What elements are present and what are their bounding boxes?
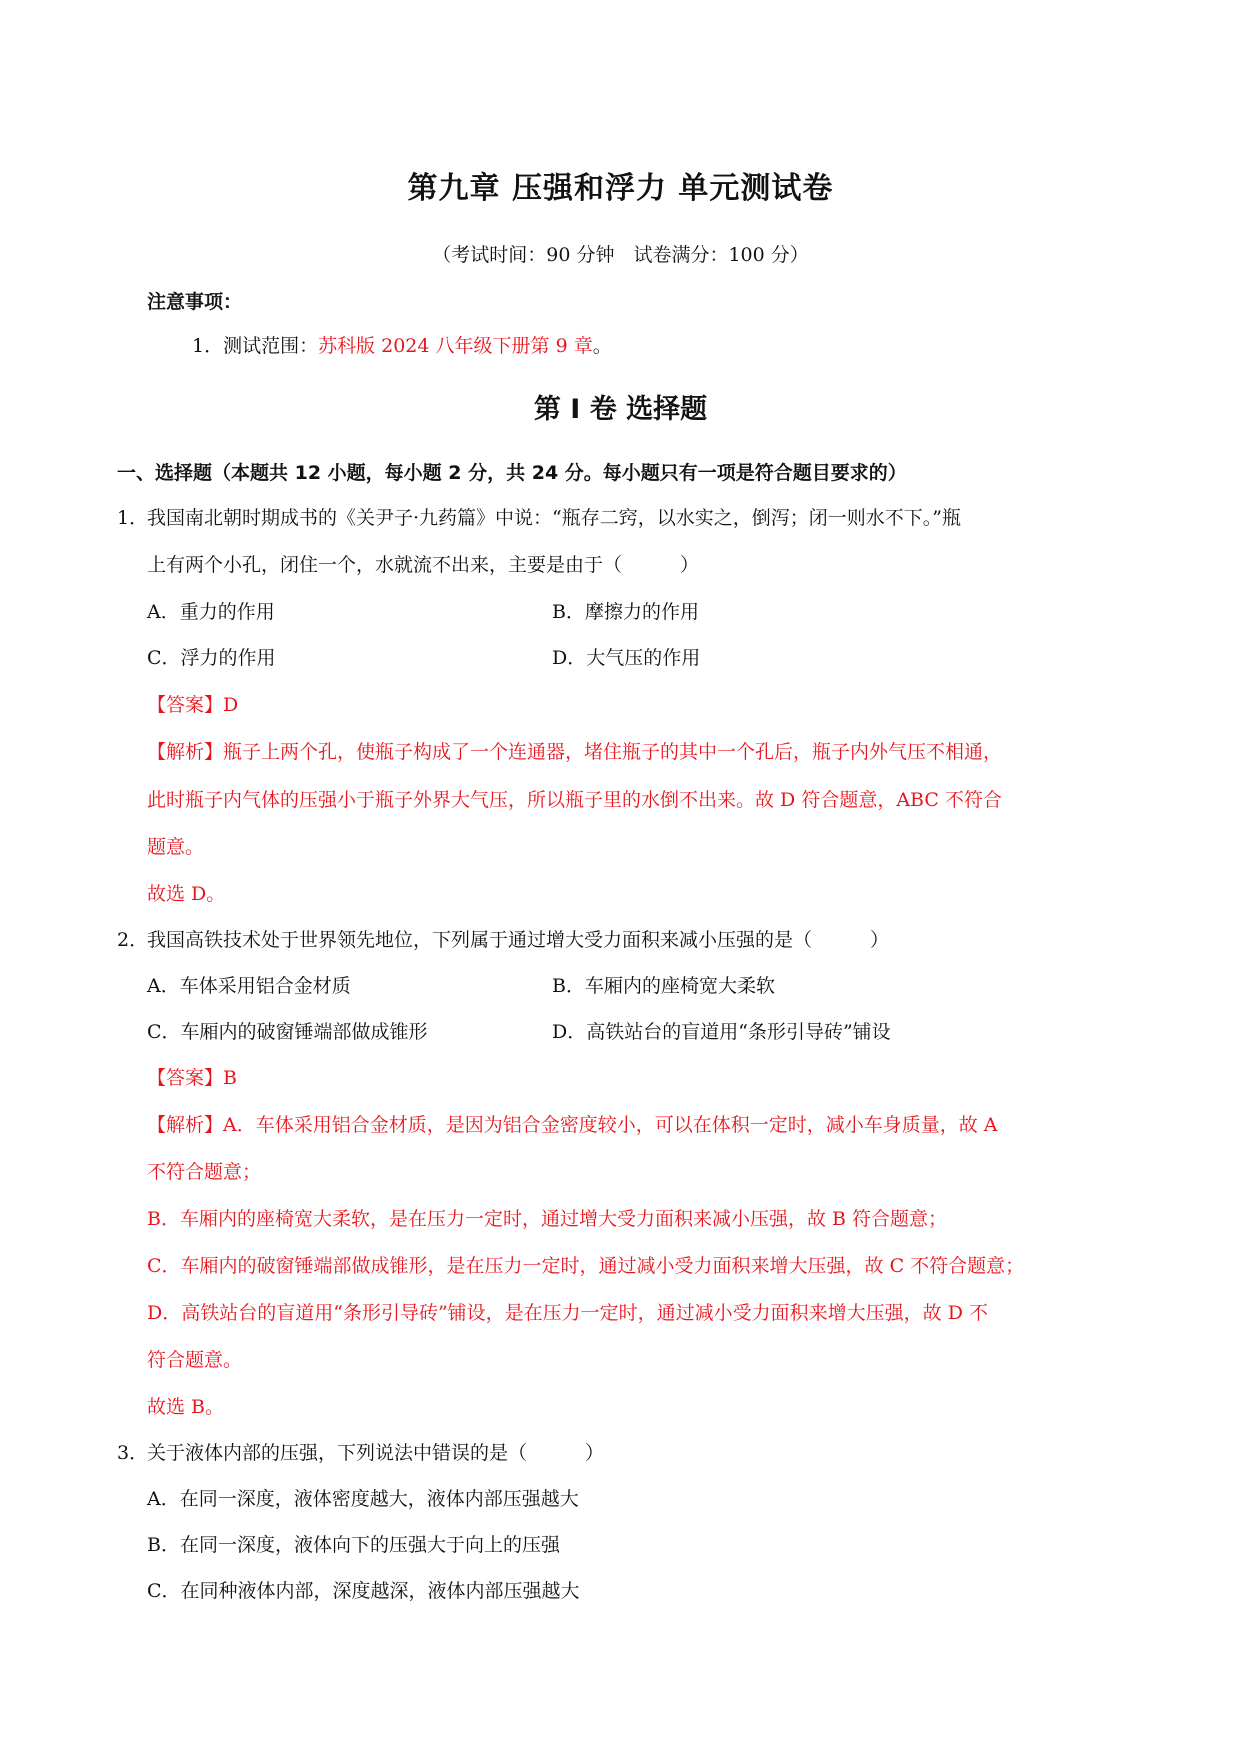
answer-value: D [223, 694, 239, 716]
analysis-line: B．车厢内的座椅宽大柔软，是在压力一定时，通过增大受力面积来减小压强，故 B 符合题意； [147, 1208, 948, 1230]
analysis-line: D．高铁站台的盲道用“条形引导砖”铺设，是在压力一定时，通过减小受力面积来增大压强，故 D 不 [147, 1302, 988, 1324]
notice-item-suffix: 。 [592, 335, 612, 357]
analysis-line: 【解析】瓶子上两个孔，使瓶子构成了一个连通器，堵住瓶子的其中一个孔后，瓶子内外气压不相通， [147, 741, 1003, 763]
page-title: 第九章 压强和浮力 单元测试卷 [407, 171, 834, 206]
answer-line [147, 1063, 237, 1090]
option-d: D．大气压的作用 [552, 647, 701, 669]
option-a: A．车体采用铝合金材质 [147, 975, 351, 997]
analysis-label: 【解析】 [147, 741, 224, 763]
question-number: 2． [117, 929, 149, 951]
question-stem: 我国南北朝时期成书的《关尹子·九药篇》中说：“瓶存二窍，以水实之，倒泻；闭一则水不下。”瓶 [147, 507, 961, 529]
analysis-label: 【解析】 [147, 1114, 224, 1136]
exam-info: （考试时间：90 分钟 试卷满分：100 分） [432, 244, 809, 266]
option-d: D．高铁站台的盲道用“条形引导砖”铺设 [552, 1021, 891, 1043]
answer-line [147, 690, 238, 717]
option-c: C．在同种液体内部，深度越深，液体内部压强越大 [147, 1580, 580, 1602]
option-a: A．重力的作用 [147, 601, 275, 623]
part-heading: 一、选择题（本题共 12 小题，每小题 2 分，共 24 分。每小题只有一项是符合题目要求的） [117, 462, 907, 484]
conclusion: 故选 B。 [147, 1396, 225, 1418]
question-number: 1． [117, 507, 149, 529]
analysis-line: 符合题意。 [147, 1349, 243, 1371]
question-stem-continued: 上有两个小孔，闭住一个，水就流不出来，主要是由于（ ） [147, 554, 700, 576]
question-number: 3． [117, 1442, 149, 1464]
option-c: C．浮力的作用 [147, 647, 276, 669]
analysis-line: C．车厢内的破窗锤端部做成锥形，是在压力一定时，通过减小受力面积来增大压强，故 C 不符合题意； [147, 1255, 1025, 1277]
notice-item-scope: 苏科版 2024 八年级下册第 9 章 [318, 335, 593, 357]
option-b: B．摩擦力的作用 [552, 601, 699, 623]
notice-title: 注意事项： [147, 291, 243, 313]
option-b: B．在同一深度，液体向下的压强大于向上的压强 [147, 1534, 560, 1556]
analysis-line: 此时瓶子内气体的压强小于瓶子外界大气压，所以瓶子里的水倒不出来。故 D 符合题意，ABC 不符合 [147, 789, 1002, 811]
answer-label: 【答案】 [147, 1067, 224, 1089]
option-b: B．车厢内的座椅宽大柔软 [552, 975, 775, 997]
analysis-line: 【解析】A．车体采用铝合金材质，是因为铝合金密度较小，可以在体积一定时，减小车身质量，故 A [147, 1114, 998, 1136]
notice-item [192, 331, 612, 358]
section-title: 第 I 卷 选择题 [533, 394, 708, 425]
analysis-line: 不符合题意； [147, 1161, 262, 1183]
question-stem: 关于液体内部的压强，下列说法中错误的是（ ） [147, 1442, 605, 1464]
answer-value: B [223, 1067, 237, 1089]
notice-item-prefix: 1．测试范围： [192, 335, 319, 357]
analysis-line: 题意。 [147, 836, 205, 858]
option-c: C．车厢内的破窗锤端部做成锥形 [147, 1021, 428, 1043]
option-a: A．在同一深度，液体密度越大，液体内部压强越大 [147, 1488, 579, 1510]
answer-label: 【答案】 [147, 694, 224, 716]
question-stem: 我国高铁技术处于世界领先地位，下列属于通过增大受力面积来减小压强的是（ ） [147, 929, 890, 951]
conclusion: 故选 D。 [147, 883, 226, 905]
